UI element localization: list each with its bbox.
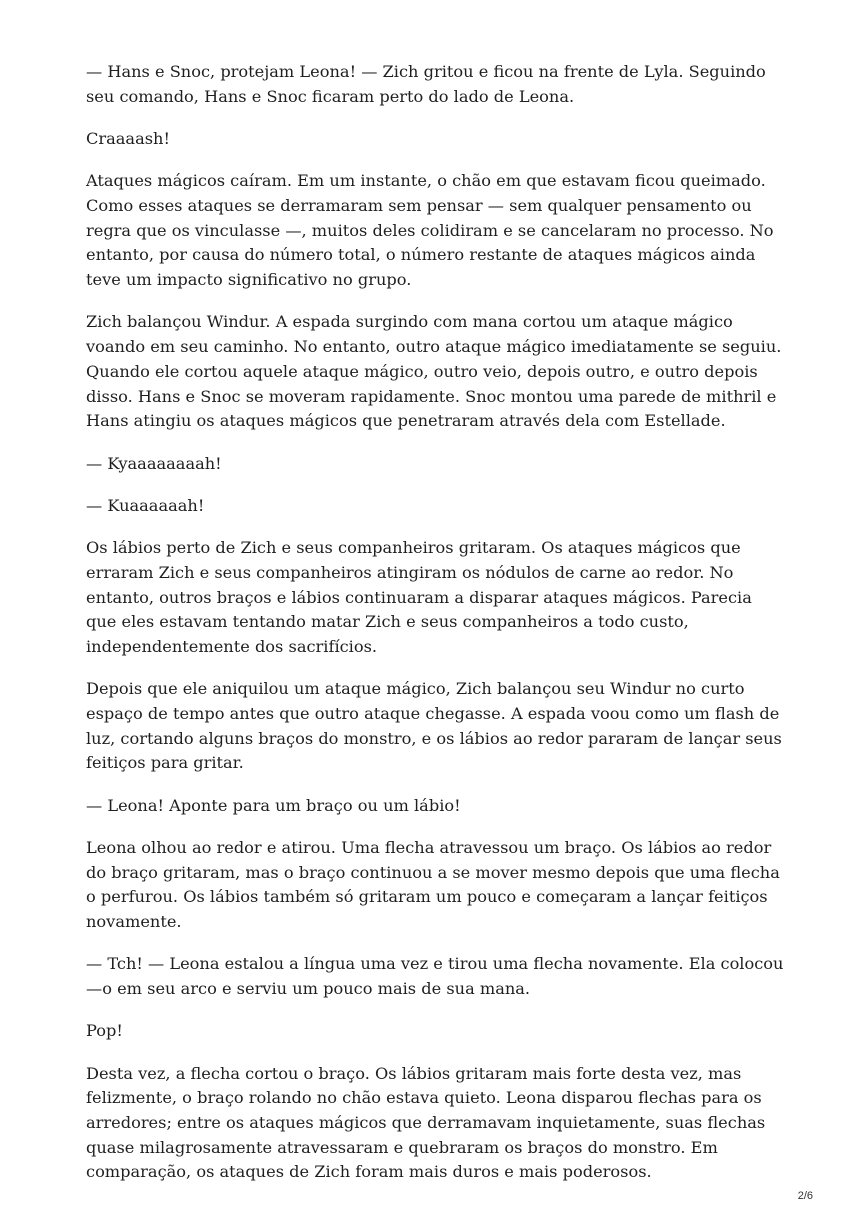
paragraph: Pop! (86, 1021, 123, 1041)
paragraph: Craaaash! (86, 129, 170, 148)
page-number: 2/6 (797, 1190, 813, 1202)
document-body (86, 60, 786, 1203)
paragraph: — Kuaaaaaah! (86, 495, 205, 515)
paragraph: Ataques mágicos caíram. Em um instante, o chão em que estavam ficou queimado. Como esses ataques se derramaram sem pensar — sem qualquer pensamento ou regra que os vinculasse —, muitos deles colidiram e se cancelaram no processo. No entanto, por causa do número total, o número restante de ataques mágicos ainda teve um impacto significativo no grupo. (86, 171, 774, 290)
paragraph: — Hans e Snoc, protejam Leona! — Zich gritou e ficou na frente de Lyla. Seguindo seu comando, Hans e Snoc ficaram perto do lado de Leona. (86, 62, 766, 106)
paragraph: — Tch! — Leona estalou a língua uma vez e tirou uma flecha novamente. Ela colocou—o em seu arco e serviu um pouco mais de sua mana. (86, 954, 784, 999)
paragraph: Desta vez, a flecha cortou o braço. Os lábios gritaram mais forte desta vez, mas felizmente, o braço rolando no chão estava quieto. Leona disparou flechas para os arredores; entre os ataques mágicos que derramavam inquietamente, suas flechas quase milagrosamente atravessaram e quebraram os braços do monstro. Em comparação, os ataques de Zich foram mais duros e mais poderosos. (86, 1063, 766, 1182)
paragraph: Leona olhou ao redor e atirou. Uma flecha atravessou um braço. Os lábios ao redor do braço gritaram, mas o braço continuou a se mover mesmo depois que uma flecha o perfurou. Os lábios também só gritaram um pouco e começaram a lançar feitiços novamente. (86, 837, 780, 932)
paragraph: — Kyaaaaaaaah! (86, 453, 222, 473)
paragraph: Os lábios perto de Zich e seus companheiros gritaram. Os ataques mágicos que erraram Zich e seus companheiros atingiram os nódulos de carne ao redor. No entanto, outros braços e lábios continuaram a disparar ataques mágicos. Parecia que eles estavam tentando matar Zich e seus companheiros a todo custo, independentemente dos sacrifícios. (86, 538, 752, 656)
paragraph: Zich balançou Windur. A espada surgindo com mana cortou um ataque mágico voando em seu caminho. No entanto, outro ataque mágico imediatamente se seguiu. Quando ele cortou aquele ataque mágico, outro veio, depois outro, e outro depois disso. Hans e Snoc se moveram rapidamente. Snoc montou uma parede de mithril e Hans atingiu os ataques mágicos que penetraram através dela com Estellade. (86, 312, 782, 431)
paragraph: Depois que ele aniquilou um ataque mágico, Zich balançou seu Windur no curto espaço de tempo antes que outro ataque chegasse. A espada voou como um flash de luz, cortando alguns braços do monstro, e os lábios ao redor pararam de lançar seus feitiços para gritar. (86, 679, 782, 773)
paragraph: — Leona! Aponte para um braço ou um lábio! (86, 795, 461, 815)
